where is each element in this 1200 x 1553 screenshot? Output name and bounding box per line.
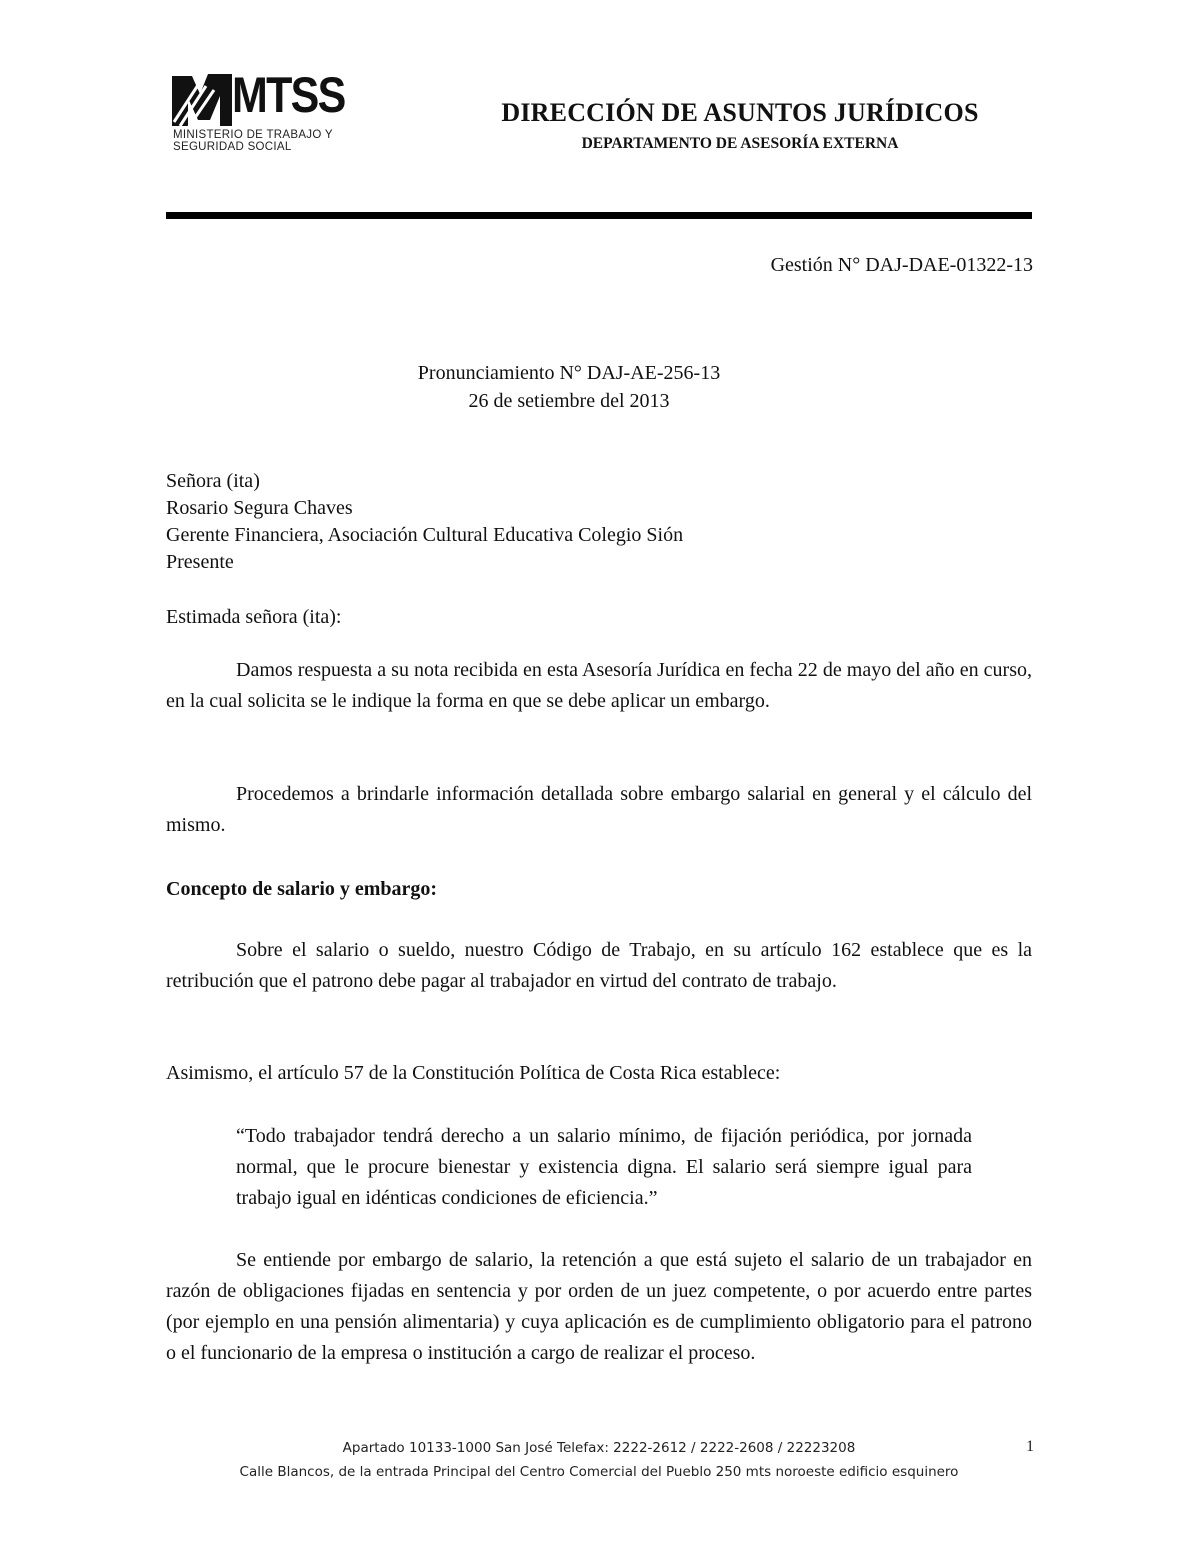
addressee-position: Gerente Financiera, Asociación Cultural Educativa Colegio Sión [166, 524, 684, 546]
constitution-quote: “Todo trabajador tendrá derecho a un salario mínimo, de fijación periódica, por jornada normal, que le procure bienestar y existencia digna. El salario será siempre igual para trabajo igual en idénticas condiciones de eficiencia.” [236, 1125, 972, 1209]
department-title: DIRECCIÓN DE ASUNTOS JURÍDICOS [501, 98, 979, 127]
logo-wordmark: MTSS [232, 67, 345, 123]
paragraph-5: Se entiende por embargo de salario, la retención a que está sujeto el salario de un trabajador en razón de obligaciones fijadas en sentencia y por orden de un juez competente, o por acuerdo entre partes (por ejemplo en una pensión alimentaria) y cuya aplicación es de cumplimiento obligatorio para el patrono o el funcionario de la empresa o institución a cargo de realizar el proceso. [166, 1249, 1032, 1364]
logo-subtitle [173, 129, 333, 153]
footer-address: Apartado 10133-1000 San José Telefax: 2222-2612 / 2222-2608 / 22223208 [342, 1440, 856, 1456]
addressee-name: Rosario Segura Chaves [166, 497, 353, 519]
gestion-reference: Gestión N° DAJ-DAE-01322-13 [770, 254, 1033, 276]
section-heading: Concepto de salario y embargo: [166, 878, 438, 900]
footer-location: Calle Blancos, de la entrada Principal del Centro Comercial del Pueblo 250 mts noroeste edificio esquinero [239, 1464, 959, 1480]
mtss-logo [170, 67, 360, 162]
pronouncement-date: 26 de setiembre del 2013 [468, 390, 670, 412]
paragraph-4: Asimismo, el artículo 57 de la Constitución Política de Costa Rica establece: [166, 1062, 781, 1084]
paragraph-2: Procedemos a brindarle información detallada sobre embargo salarial en general y el cálculo del mismo. [166, 783, 1032, 836]
greeting: Estimada señora (ita): [166, 606, 342, 628]
header-divider [166, 212, 1032, 219]
pronouncement-number: Pronunciamiento N° DAJ-AE-256-13 [417, 362, 721, 384]
logo-mark-icon [170, 72, 234, 130]
addressee-presente: Presente [166, 551, 234, 573]
logo-subtitle-line2: SEGURIDAD SOCIAL [173, 141, 292, 153]
paragraph-1: Damos respuesta a su nota recibida en esta Asesoría Jurídica en fecha 22 de mayo del año en curso, en la cual solicita se le indique la forma en que se debe aplicar un embargo. [166, 659, 1032, 712]
page-number: 1 [1026, 1438, 1034, 1455]
addressee-title: Señora (ita) [166, 470, 260, 492]
logo-subtitle-line1: MINISTERIO DE TRABAJO Y [173, 129, 333, 141]
department-subtitle: DEPARTAMENTO DE ASESORÍA EXTERNA [581, 135, 899, 152]
paragraph-3: Sobre el salario o sueldo, nuestro Código de Trabajo, en su artículo 162 establece que es la retribución que el patrono debe pagar al trabajador en virtud del contrato de trabajo. [166, 939, 1032, 992]
